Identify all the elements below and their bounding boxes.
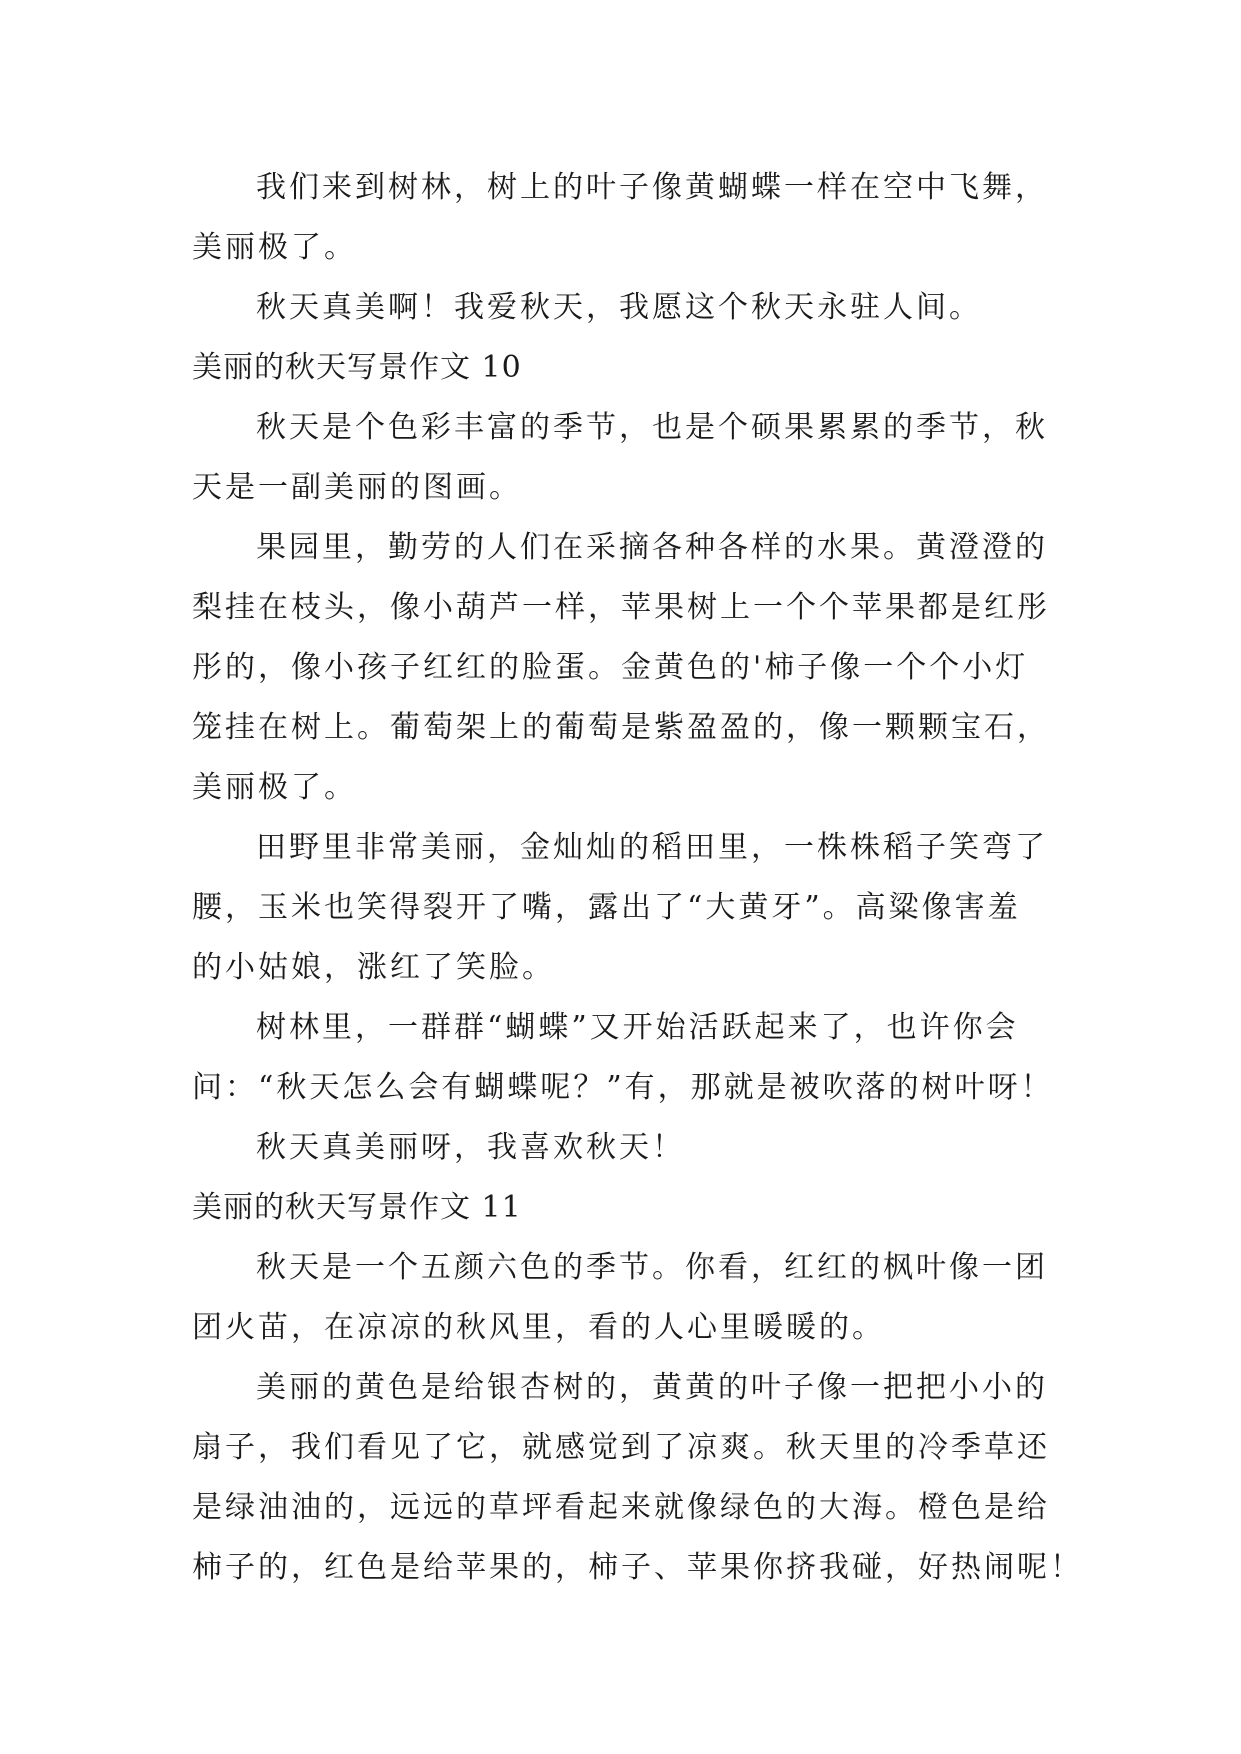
paragraph-line: 秋天真美啊！我爱秋天，我愿这个秋天永驻人间。	[256, 290, 982, 325]
paragraph-line: 果园里，勤劳的人们在采摘各种各样的水果。黄澄澄的	[256, 530, 1048, 565]
paragraph-line: 问：“秋天怎么会有蝴蝶呢？”有，那就是被吹落的树叶呀！	[192, 1070, 1054, 1105]
paragraph-line: 梨挂在枝头，像小葫芦一样，苹果树上一个个苹果都是红彤	[192, 590, 1050, 625]
paragraph-line: 美丽极了。	[192, 770, 357, 805]
paragraph-line: 扇子，我们看见了它，就感觉到了凉爽。秋天里的冷季草还	[192, 1430, 1050, 1465]
section-heading: 美丽的秋天写景作文 10	[192, 350, 522, 385]
paragraph-line: 的小姑娘，涨红了笑脸。	[192, 950, 555, 985]
paragraph-line: 天是一副美丽的图画。	[192, 470, 522, 505]
section-heading: 美丽的秋天写景作文 11	[192, 1190, 522, 1225]
paragraph-line: 秋天真美丽呀，我喜欢秋天！	[256, 1130, 685, 1165]
paragraph-line: 柿子的，红色是给苹果的，柿子、苹果你挤我碰，好热闹呢！	[192, 1550, 1083, 1585]
paragraph-line: 田野里非常美丽，金灿灿的稻田里，一株株稻子笑弯了	[256, 830, 1048, 865]
paragraph-line: 秋天是个色彩丰富的季节，也是个硕果累累的季节，秋	[256, 410, 1048, 445]
paragraph-line: 是绿油油的，远远的草坪看起来就像绿色的大海。橙色是给	[192, 1490, 1050, 1525]
paragraph-line: 美丽的黄色是给银杏树的，黄黄的叶子像一把把小小的	[256, 1370, 1048, 1405]
document-body	[192, 158, 1083, 1598]
paragraph-line: 美丽极了。	[192, 230, 357, 265]
paragraph-line: 秋天是一个五颜六色的季节。你看，红红的枫叶像一团	[256, 1250, 1048, 1285]
paragraph-line: 团火苗，在凉凉的秋风里，看的人心里暖暖的。	[192, 1310, 885, 1345]
paragraph-line: 彤的，像小孩子红红的脸蛋。金黄色的'柿子像一个个小灯	[192, 650, 1029, 685]
paragraph-line: 我们来到树林，树上的叶子像黄蝴蝶一样在空中飞舞，	[256, 170, 1048, 205]
paragraph-line: 腰，玉米也笑得裂开了嘴，露出了“大黄牙”。高粱像害羞	[192, 890, 1021, 925]
paragraph-line: 树林里，一群群“蝴蝶”又开始活跃起来了，也许你会	[256, 1010, 1019, 1045]
paragraph-line: 笼挂在树上。葡萄架上的葡萄是紫盈盈的，像一颗颗宝石，	[192, 710, 1050, 745]
